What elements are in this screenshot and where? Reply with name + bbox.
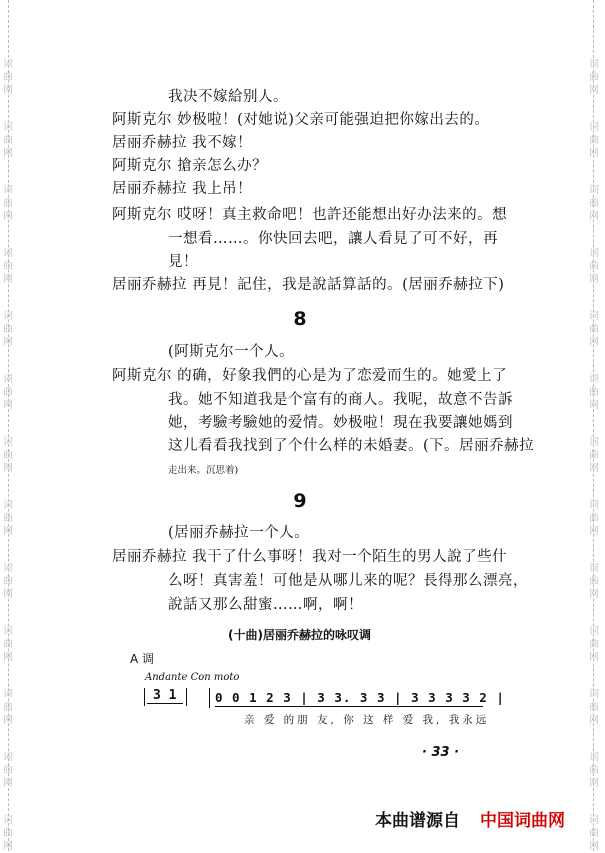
watermark-group <box>587 751 601 790</box>
watermark-char: 词 <box>589 59 599 70</box>
scene9-line-3: 說話又那么甜蜜……啊，啊！ <box>168 597 363 613</box>
watermark-char: 网 <box>589 589 599 600</box>
watermark-group <box>587 247 601 286</box>
song-lyrics: 亲 爱 的朋 友, 你 这 样 爱 我, 我永远 <box>244 714 490 726</box>
watermark-char: 曲 <box>3 639 13 650</box>
watermark-group <box>1 751 15 790</box>
watermark-char: 曲 <box>589 198 599 209</box>
dialogue-line-1: 我决不嫁給别人。 <box>168 89 288 105</box>
watermark-char: 曲 <box>589 513 599 524</box>
watermark-char: 网 <box>3 778 13 789</box>
watermark-char: 曲 <box>589 324 599 335</box>
watermark-group <box>1 58 15 97</box>
scene8-line-2: 我。她不知道我是个富有的商人。我呢，故意不告訴 <box>168 392 513 408</box>
watermark-char: 网 <box>3 841 13 852</box>
watermark-char: 曲 <box>3 387 13 398</box>
watermark-char: 曲 <box>3 198 13 209</box>
watermark-group <box>1 562 15 601</box>
watermark-char: 词 <box>3 248 13 259</box>
watermark-char: 网 <box>589 211 599 222</box>
watermark-char: 网 <box>3 148 13 159</box>
watermark-char: 曲 <box>589 639 599 650</box>
watermark-char: 曲 <box>3 324 13 335</box>
watermark-group <box>587 310 601 349</box>
watermark-group <box>587 562 601 601</box>
watermark-char: 词 <box>589 185 599 196</box>
watermark-char: 词 <box>3 122 13 133</box>
watermark-group <box>587 373 601 412</box>
beam-line <box>215 706 483 707</box>
song-tempo: Andante Con moto <box>145 672 240 683</box>
intro-measure: 3 1 <box>147 688 183 704</box>
watermark-char: 网 <box>589 274 599 285</box>
watermark-group <box>587 625 601 664</box>
watermark-char: 词 <box>589 815 599 826</box>
watermark-group <box>587 436 601 475</box>
watermark-group <box>587 121 601 160</box>
watermark-char: 词 <box>589 122 599 133</box>
staff-start-barline <box>209 688 210 708</box>
watermark-group <box>1 688 15 727</box>
watermark-char: 曲 <box>589 387 599 398</box>
watermark-char: 网 <box>589 652 599 663</box>
dialogue-line-2: 阿斯克尔 妙极啦！(对她说)父亲可能强迫把你嫁出去的。 <box>112 112 490 128</box>
watermark-char: 词 <box>589 689 599 700</box>
watermark-char: 词 <box>3 626 13 637</box>
watermark-group <box>1 184 15 223</box>
scene8-stage-direction: (阿斯克尔一个人。 <box>168 344 295 360</box>
scene8-line-1: 阿斯克尔 的确，好象我們的心是为了恋爱而生的。她愛上了 <box>112 368 508 384</box>
source-label: 本曲谱源自 <box>375 811 460 831</box>
watermark-group <box>1 247 15 286</box>
watermark-char: 网 <box>589 337 599 348</box>
watermark-char: 网 <box>3 652 13 663</box>
watermark-char: 网 <box>3 274 13 285</box>
watermark-group <box>1 499 15 538</box>
watermark-char: 网 <box>589 400 599 411</box>
watermark-char: 网 <box>589 463 599 474</box>
watermark-char: 词 <box>3 59 13 70</box>
watermark-char: 曲 <box>3 765 13 776</box>
scene9-stage-direction: (居丽乔赫拉一个人。 <box>168 525 310 541</box>
watermark-group <box>587 814 601 853</box>
watermark-char: 网 <box>589 715 599 726</box>
watermark-char: 词 <box>589 626 599 637</box>
watermark-char: 曲 <box>3 576 13 587</box>
watermark-group <box>1 310 15 349</box>
watermark-char: 网 <box>3 211 13 222</box>
watermark-char: 网 <box>589 85 599 96</box>
watermark-char: 网 <box>3 526 13 537</box>
dialogue-line-9: 居丽乔赫拉 再見！記住，我是說話算話的。(居丽乔赫拉下) <box>112 277 505 293</box>
watermark-char: 网 <box>3 85 13 96</box>
watermark-char: 词 <box>589 752 599 763</box>
watermark-char: 词 <box>3 752 13 763</box>
dialogue-line-3: 居丽乔赫拉 我不嫁！ <box>112 135 253 151</box>
watermark-char: 曲 <box>3 261 13 272</box>
watermark-group <box>1 436 15 475</box>
scene8-line-3: 她，考驗考驗她的爱情。妙极啦！現在我要讓她媽到 <box>168 415 513 431</box>
watermark-char: 网 <box>3 589 13 600</box>
watermark-char: 网 <box>589 841 599 852</box>
watermark-group <box>1 121 15 160</box>
jianpu-notes: 0 0 1 2 3 | 3 3. 3 3 | 3 3 3 3 2 | <box>215 690 505 705</box>
scene-number-8: 8 <box>293 308 307 330</box>
dialogue-line-5: 居丽乔赫拉 我上吊！ <box>112 181 253 197</box>
watermark-char: 曲 <box>3 702 13 713</box>
dialogue-line-8: 見！ <box>168 254 198 270</box>
watermark-char: 词 <box>3 500 13 511</box>
watermark-char: 词 <box>3 374 13 385</box>
watermark-char: 词 <box>589 248 599 259</box>
watermark-char: 曲 <box>3 135 13 146</box>
dialogue-line-7: 一想看……。你快回去吧，讓人看見了可不好，再 <box>168 231 498 247</box>
watermark-char: 网 <box>589 526 599 537</box>
watermark-group <box>1 373 15 412</box>
watermark-char: 网 <box>589 148 599 159</box>
watermark-char: 曲 <box>589 135 599 146</box>
watermark-char: 网 <box>3 400 13 411</box>
watermark-char: 曲 <box>589 450 599 461</box>
watermark-group <box>1 625 15 664</box>
watermark-char: 网 <box>3 463 13 474</box>
watermark-char: 曲 <box>589 72 599 83</box>
song-key: A 调 <box>130 652 155 666</box>
watermark-group <box>587 184 601 223</box>
watermark-char: 词 <box>3 437 13 448</box>
page-number: · 33 · <box>422 745 460 760</box>
watermark-char: 网 <box>3 715 13 726</box>
watermark-char: 词 <box>589 437 599 448</box>
watermark-char: 曲 <box>589 261 599 272</box>
dialogue-line-4: 阿斯克尔 搶亲怎么办？ <box>112 158 268 174</box>
watermark-char: 曲 <box>589 702 599 713</box>
watermark-char: 曲 <box>589 765 599 776</box>
watermark-char: 词 <box>3 815 13 826</box>
watermark-group <box>587 688 601 727</box>
watermark-group <box>587 58 601 97</box>
watermark-char: 网 <box>589 778 599 789</box>
watermark-char: 曲 <box>3 72 13 83</box>
scene8-line-4: 这儿看看我找到了个什么样的未婚妻。(下。居丽乔赫拉 <box>168 438 535 454</box>
scene-number-9: 9 <box>293 490 307 512</box>
watermark-char: 词 <box>589 500 599 511</box>
scene9-line-1: 居丽乔赫拉 我干了什么事呀！我对一个陌生的男人說了些什 <box>112 549 508 565</box>
watermark-char: 曲 <box>589 828 599 839</box>
song-title: (十曲)居丽乔赫拉的咏叹调 <box>228 628 371 642</box>
watermark-char: 词 <box>589 374 599 385</box>
watermark-group <box>587 499 601 538</box>
watermark-char: 词 <box>3 689 13 700</box>
scene9-line-2: 么呀！真害羞！可他是从哪儿来的呢？長得那么漂亮， <box>168 573 528 589</box>
dialogue-line-6: 阿斯克尔 哎呀！真主救命吧！也許还能想出好办法来的。想 <box>112 207 508 223</box>
watermark-char: 曲 <box>3 513 13 524</box>
watermark-char: 词 <box>589 311 599 322</box>
watermark-char: 词 <box>589 563 599 574</box>
watermark-char: 词 <box>3 563 13 574</box>
site-name: 中国词曲网 <box>480 811 565 831</box>
watermark-char: 曲 <box>3 450 13 461</box>
scene8-line-5: 走出来。沉思着) <box>168 465 239 476</box>
watermark-char: 曲 <box>589 576 599 587</box>
watermark-char: 曲 <box>3 828 13 839</box>
watermark-char: 词 <box>3 185 13 196</box>
watermark-char: 词 <box>3 311 13 322</box>
watermark-group <box>1 814 15 853</box>
watermark-char: 网 <box>3 337 13 348</box>
